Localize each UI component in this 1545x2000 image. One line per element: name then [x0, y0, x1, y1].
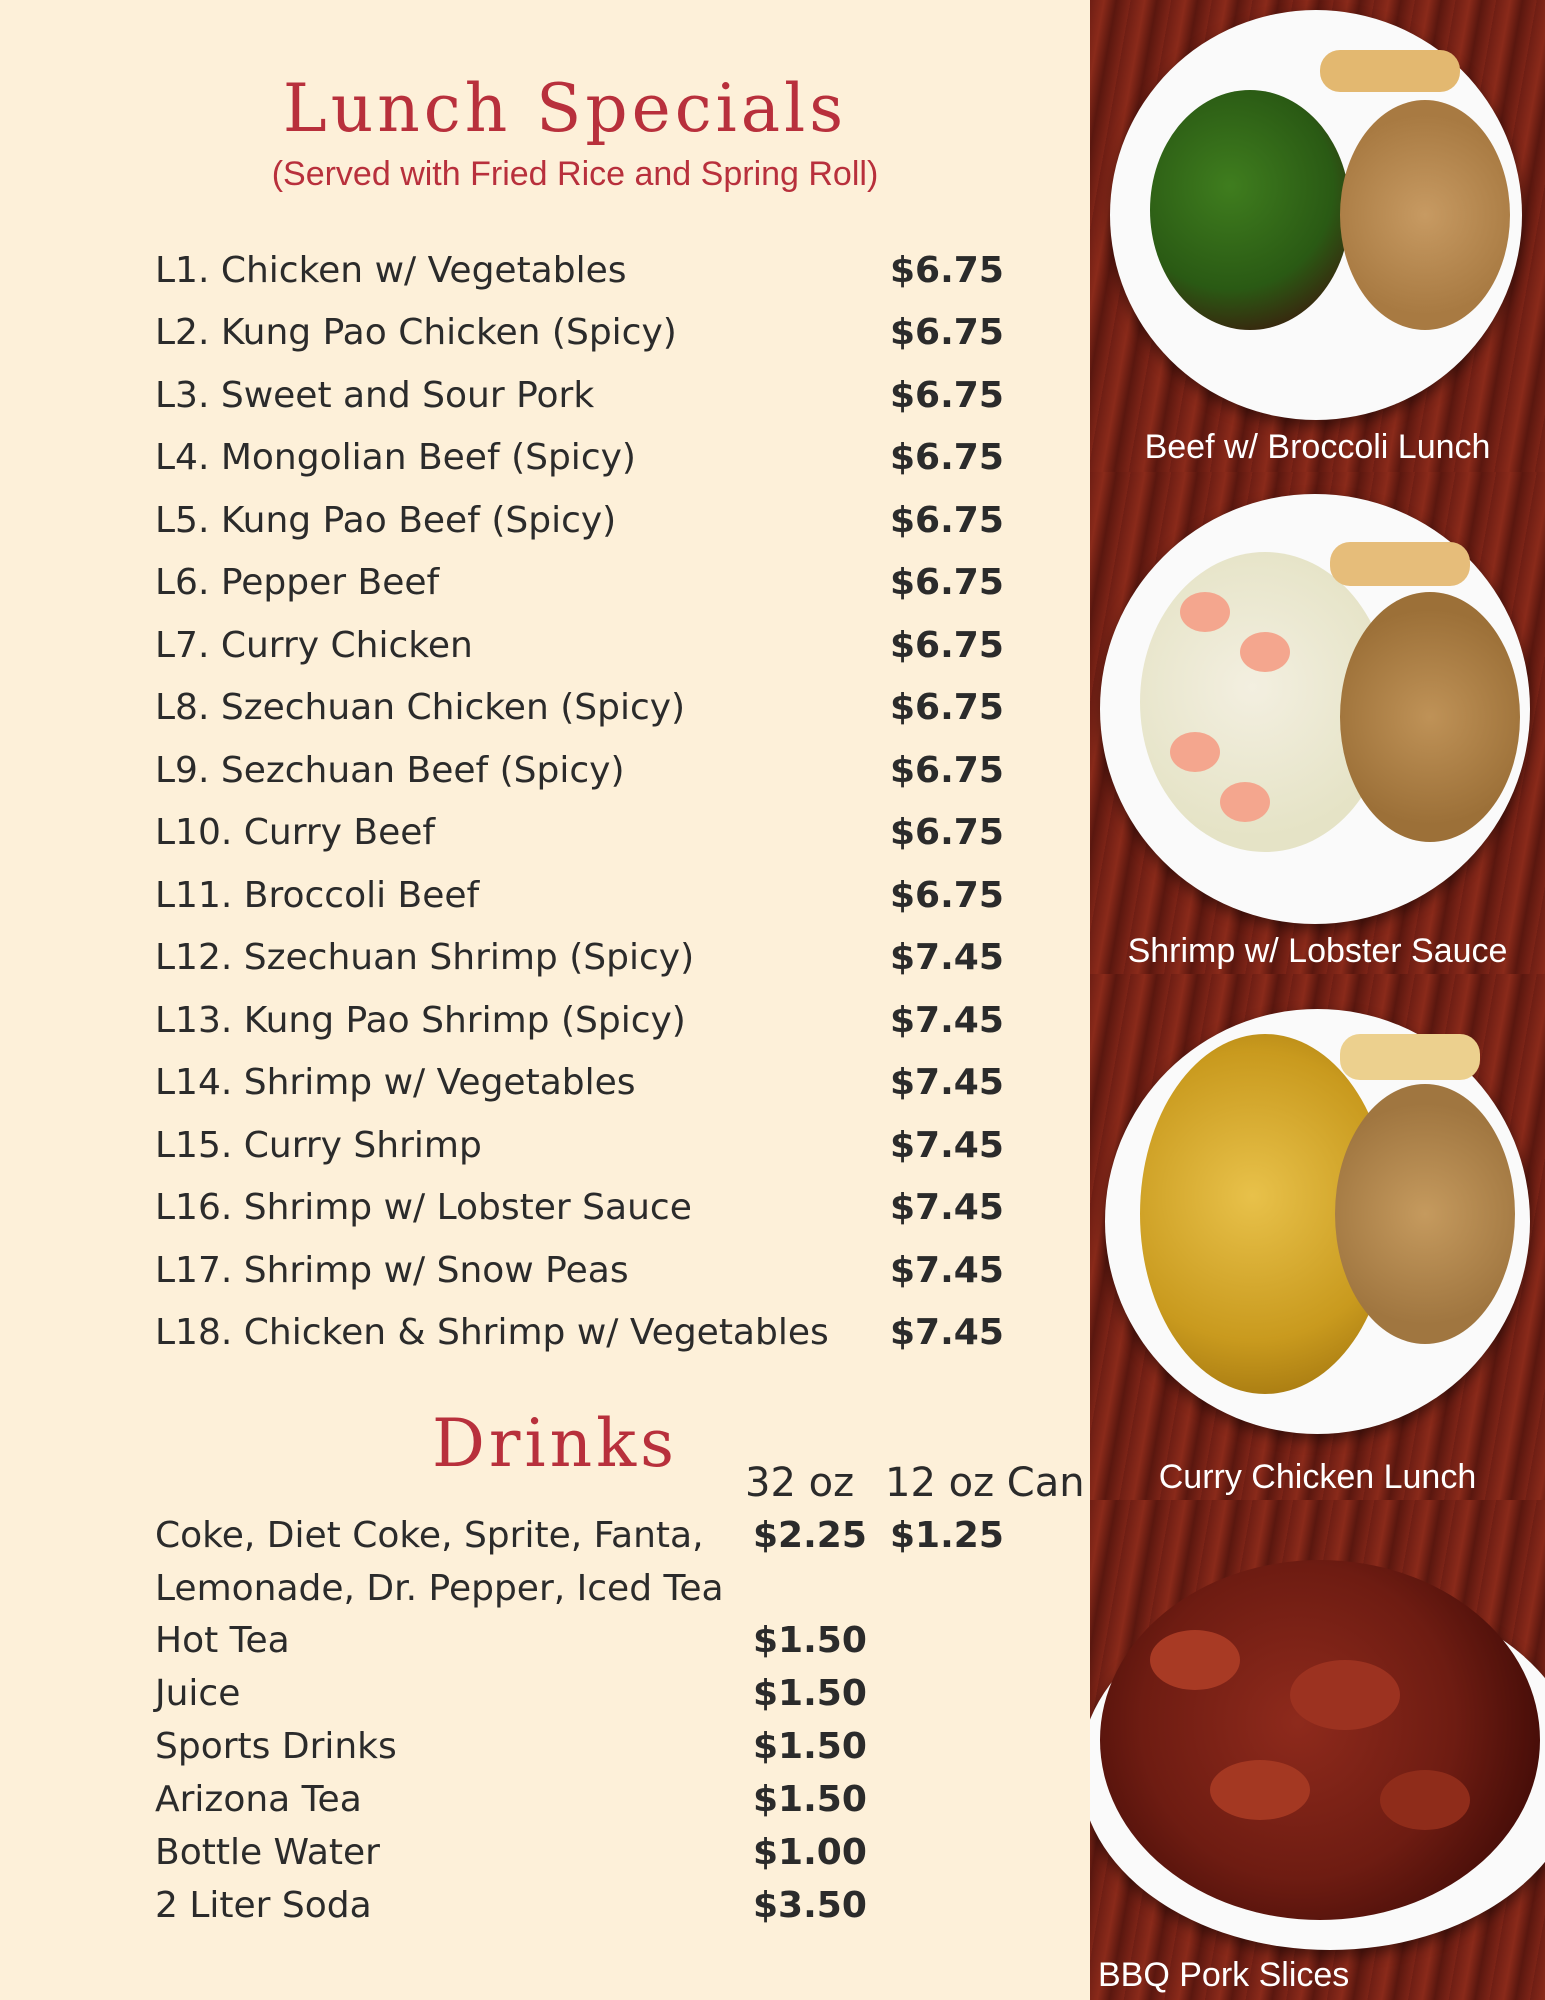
- item-name: L9. Sezchuan Beef (Spicy): [155, 750, 625, 791]
- drink-name: 2 Liter Soda: [155, 1885, 372, 1926]
- drinks-title: Drinks: [432, 1405, 678, 1482]
- fried-rice: [1340, 100, 1510, 330]
- item-price: $6.75: [890, 687, 1004, 728]
- item-name: L11. Broccoli Beef: [155, 875, 480, 916]
- item-name: L18. Chicken & Shrimp w/ Vegetables: [155, 1312, 829, 1353]
- item-price: $6.75: [890, 500, 1004, 541]
- menu-item-l6: [155, 562, 1015, 612]
- drink-price: $1.50: [753, 1726, 867, 1767]
- pork-slice: [1290, 1660, 1400, 1730]
- menu-item-l10: [155, 812, 1015, 862]
- item-name: L6. Pepper Beef: [155, 562, 440, 603]
- item-price: $6.75: [890, 250, 1004, 291]
- item-name: L13. Kung Pao Shrimp (Spicy): [155, 1000, 686, 1041]
- item-price: $6.75: [890, 625, 1004, 666]
- item-price: $7.45: [890, 1000, 1004, 1041]
- menu-item-l17: [155, 1250, 1015, 1300]
- photo-curry-chicken: [1090, 974, 1545, 1500]
- photo-bbq-pork: [1090, 1500, 1545, 2000]
- item-name: L7. Curry Chicken: [155, 625, 473, 666]
- spring-roll: [1340, 1034, 1480, 1080]
- item-name: L4. Mongolian Beef (Spicy): [155, 437, 636, 478]
- drinks-col-12oz-can: 12 oz Can: [885, 1460, 1085, 1506]
- item-name: L12. Szechuan Shrimp (Spicy): [155, 937, 695, 978]
- item-price: $6.75: [890, 750, 1004, 791]
- menu-item-l4: [155, 437, 1015, 487]
- item-price: $7.45: [890, 1312, 1004, 1353]
- item-price: $7.45: [890, 1062, 1004, 1103]
- pork-slice: [1380, 1770, 1470, 1830]
- drink-name: Hot Tea: [155, 1620, 290, 1661]
- menu-item-l15: [155, 1125, 1015, 1175]
- drinks-col-32oz: 32 oz: [745, 1460, 855, 1506]
- photo-column: [1090, 0, 1545, 2000]
- fried-rice: [1340, 592, 1520, 842]
- shrimp: [1220, 782, 1270, 822]
- menu-item-l5: [155, 500, 1015, 550]
- menu-item-l14: [155, 1062, 1015, 1112]
- item-name: L3. Sweet and Sour Pork: [155, 375, 595, 416]
- lunch-specials-subtitle: (Served with Fried Rice and Spring Roll): [271, 155, 879, 193]
- spring-roll: [1330, 542, 1470, 586]
- fried-rice: [1335, 1084, 1515, 1344]
- broccoli-beef: [1150, 90, 1350, 330]
- menu-item-l2: [155, 312, 1015, 362]
- spring-roll: [1320, 50, 1460, 92]
- item-name: L15. Curry Shrimp: [155, 1125, 482, 1166]
- menu-item-l8: [155, 687, 1015, 737]
- item-price: $7.45: [890, 937, 1004, 978]
- drink-name: Juice: [155, 1673, 241, 1714]
- menu-item-l3: [155, 375, 1015, 425]
- item-price: $7.45: [890, 1125, 1004, 1166]
- photo-caption: Beef w/ Broccoli Lunch: [1144, 428, 1491, 466]
- item-name: L8. Szechuan Chicken (Spicy): [155, 687, 686, 728]
- shrimp: [1180, 592, 1230, 632]
- drink-name: Arizona Tea: [155, 1779, 362, 1820]
- drink-price: $1.50: [753, 1779, 867, 1820]
- item-price: $7.45: [890, 1187, 1004, 1228]
- menu-item-l13: [155, 1000, 1015, 1050]
- menu-item-l11: [155, 875, 1015, 925]
- item-price: $6.75: [890, 875, 1004, 916]
- bbq-pork: [1100, 1560, 1540, 1920]
- item-name: L16. Shrimp w/ Lobster Sauce: [155, 1187, 692, 1228]
- item-name: L5. Kung Pao Beef (Spicy): [155, 500, 617, 541]
- photo-caption: BBQ Pork Slices: [1098, 1956, 1350, 1994]
- pork-slice: [1150, 1630, 1240, 1690]
- drink-price: $1.50: [753, 1673, 867, 1714]
- shrimp: [1240, 632, 1290, 672]
- menu-item-l18: [155, 1312, 1015, 1362]
- item-price: $6.75: [890, 812, 1004, 853]
- menu-item-l16: [155, 1187, 1015, 1237]
- item-price: $6.75: [890, 375, 1004, 416]
- drink-price: $3.50: [753, 1885, 867, 1926]
- photo-shrimp-lobster: [1090, 472, 1545, 974]
- photo-caption: Shrimp w/ Lobster Sauce: [1127, 932, 1508, 970]
- drink-name: Coke, Diet Coke, Sprite, Fanta,: [155, 1515, 704, 1556]
- lunch-specials-title: Lunch Specials: [282, 70, 848, 147]
- item-price: $6.75: [890, 562, 1004, 603]
- menu-item-l9: [155, 750, 1015, 800]
- item-name: L17. Shrimp w/ Snow Peas: [155, 1250, 629, 1291]
- drink-name-cont: Lemonade, Dr. Pepper, Iced Tea: [155, 1568, 724, 1609]
- photo-caption: Curry Chicken Lunch: [1158, 1458, 1477, 1496]
- shrimp: [1170, 732, 1220, 772]
- drink-price: $1.50: [753, 1620, 867, 1661]
- drink-price: $1.00: [753, 1832, 867, 1873]
- menu-item-l7: [155, 625, 1015, 675]
- item-name: L14. Shrimp w/ Vegetables: [155, 1062, 636, 1103]
- item-price: $6.75: [890, 312, 1004, 353]
- photo-beef-broccoli: [1090, 0, 1545, 472]
- item-price: $6.75: [890, 437, 1004, 478]
- drink-price-can: $1.25: [890, 1515, 1004, 1556]
- menu-item-l1: [155, 250, 1015, 300]
- pork-slice: [1210, 1760, 1310, 1820]
- drink-price-32oz: $2.25: [753, 1515, 867, 1556]
- drink-name: Bottle Water: [155, 1832, 380, 1873]
- item-name: L2. Kung Pao Chicken (Spicy): [155, 312, 677, 353]
- menu-item-l12: [155, 937, 1015, 987]
- item-price: $7.45: [890, 1250, 1004, 1291]
- item-name: L1. Chicken w/ Vegetables: [155, 250, 627, 291]
- drink-name: Sports Drinks: [155, 1726, 397, 1767]
- item-name: L10. Curry Beef: [155, 812, 436, 853]
